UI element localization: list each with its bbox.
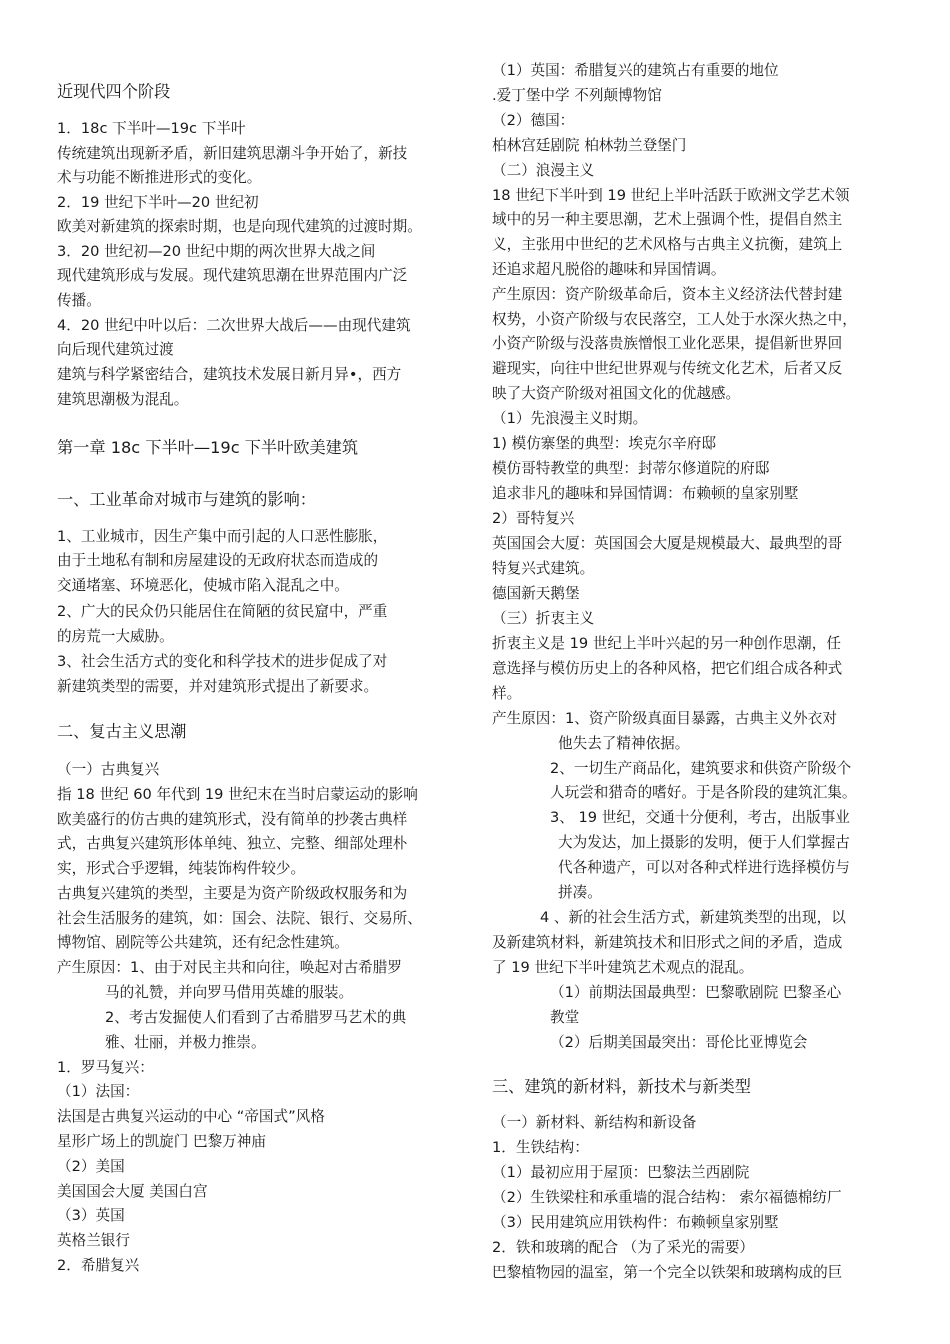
left-column-line: 近现代四个阶段: [57, 82, 171, 101]
left-column-line: 4．20 世纪中叶以后：二次世界大战后——由现代建筑: [57, 317, 411, 334]
right-column-line: 产生原因：资产阶级革命后，资本主义经济法代替封建: [492, 286, 843, 303]
right-column-line: （2）德国：: [492, 112, 575, 129]
left-column-line: 第一章 18c 下半叶—19c 下半叶欧美建筑: [57, 438, 359, 457]
left-column-line: 传播。: [57, 292, 101, 309]
right-column-line: 映了大资产阶级对祖国文化的优越感。: [492, 385, 741, 402]
right-column-line: （2）后期美国最突出：哥伦比亚博览会: [550, 1034, 808, 1051]
left-column-line: 实，形式合乎逻辑，纯装饰构件较少。: [57, 860, 306, 877]
left-column-line: 欧美盛行的仿古典的建筑形式，没有简单的抄袭古典样: [57, 811, 408, 828]
left-column-line: 2．19 世纪下半叶—20 世纪初: [57, 194, 259, 211]
left-column-line: 二、复古主义思潮: [57, 722, 187, 741]
right-column-line: 大为发达，加上摄影的发明，便于人们掌握古: [558, 834, 850, 851]
right-column-line: （一）新材料、新结构和新设备: [492, 1114, 697, 1131]
right-column-line: 及新建筑材料，新建筑技术和旧形式之间的矛盾，造成: [492, 934, 843, 951]
right-column-line: 2）哥特复兴: [492, 510, 575, 527]
left-column-line: 英格兰银行: [57, 1232, 130, 1249]
left-column-line: 博物馆、剧院等公共建筑，还有纪念性建筑。: [57, 934, 349, 951]
right-column-line: 18 世纪下半叶到 19 世纪上半叶活跃于欧洲文学艺术领: [492, 187, 850, 204]
left-column-line: 2．希腊复兴: [57, 1257, 140, 1274]
left-column-line: 1、工业城市，因生产集中而引起的人口恶性膨胀，: [57, 528, 388, 545]
right-column-line: 拼凑。: [558, 884, 602, 901]
left-column-line: 式，古典复兴建筑形体单纯、独立、完整、细部处理朴: [57, 835, 408, 852]
right-column-line: 模仿哥特教堂的典型：封蒂尔修道院的府邸: [492, 460, 770, 477]
left-column-line: 交通堵塞、环境恶化，使城市陷入混乱之中。: [57, 577, 349, 594]
right-column-line: 1) 模仿寨堡的典型：埃克尔辛府邸: [492, 435, 716, 452]
right-column-line: （1）先浪漫主义时期。: [492, 410, 648, 427]
left-column-line: （3）英国: [57, 1207, 125, 1224]
left-column-line: 产生原因：1、由于对民主共和向往，唤起对古希腊罗: [57, 959, 402, 976]
right-column-line: 德国新天鹅堡: [492, 585, 580, 602]
left-column-line: 现代建筑形成与发展。现代建筑思潮在世界范围内广泛: [57, 267, 408, 284]
right-column-line: （3）民用建筑应用铁构件：布赖顿皇家别墅: [492, 1214, 779, 1231]
right-column-line: 2．铁和玻璃的配合 （为了采光的需要）: [492, 1239, 755, 1256]
left-column-line: 马的礼赞，并向罗马借用英雄的服装。: [105, 984, 354, 1001]
left-column-line: 新建筑类型的需要，并对建筑形式提出了新要求。: [57, 678, 379, 695]
left-column-line: 2、广大的民众仍只能居住在简陋的贫民窟中，严重: [57, 603, 388, 620]
right-column-line: （1）英国：希腊复兴的建筑占有重要的地位: [492, 62, 779, 79]
right-column-line: 样。: [492, 685, 522, 702]
right-column-line: 了 19 世纪下半叶建筑艺术观点的混乱。: [492, 959, 754, 976]
left-column-line: 术与功能不断推进形式的变化。: [57, 169, 262, 186]
right-column-line: 柏林宫廷剧院 柏林勃兰登堡门: [492, 137, 687, 154]
left-column-line: 一、工业革命对城市与建筑的影响：: [57, 490, 316, 509]
right-column-line: 避现实，向往中世纪世界观与传统文化艺术，后者又反: [492, 360, 843, 377]
left-column-line: 1．18c 下半叶—19c 下半叶: [57, 120, 246, 137]
right-column-line: （2）生铁梁柱和承重墙的混合结构： 索尔福德棉纺厂: [492, 1189, 842, 1206]
left-column-line: （2）美国: [57, 1158, 125, 1175]
left-column-line: 古典复兴建筑的类型，主要是为资产阶级政权服务和为: [57, 885, 408, 902]
right-column-line: 权势，小资产阶级与农民落空，工人处于水深火热之中，: [492, 311, 857, 328]
left-column-line: 1．罗马复兴：: [57, 1059, 154, 1076]
right-column-line: 追求非凡的趣味和异国情调：布赖顿的皇家别墅: [492, 485, 799, 502]
left-column-line: 建筑与科学紧密结合，建筑技术发展日新月异•，西方: [57, 366, 402, 383]
right-column-line: 4 、新的社会生活方式，新建筑类型的出现，以: [540, 909, 846, 926]
right-column-line: （1）前期法国最典型：巴黎歌剧院 巴黎圣心: [550, 984, 842, 1001]
right-column-line: 代各种遗产，可以对各种式样进行选择模仿与: [558, 859, 850, 876]
right-column-line: 小资产阶级与没落贵族憎恨工业化恶果，提倡新世界回: [492, 335, 843, 352]
left-column-line: （一）古典复兴: [57, 761, 160, 778]
right-column-line: 折衷主义是 19 世纪上半叶兴起的另一种创作思潮，任: [492, 635, 841, 652]
left-column-line: 建筑思潮极为混乱。: [57, 391, 189, 408]
left-column-line: 星形广场上的凯旋门 巴黎万神庙: [57, 1133, 266, 1150]
right-column-line: 域中的另一种主要思潮，艺术上强调个性，提倡自然主: [492, 211, 843, 228]
left-column-line: 由于土地私有制和房屋建设的无政府状态而造成的: [57, 552, 379, 569]
left-column-line: 2、考古发掘使人们看到了古希腊罗马艺术的典: [105, 1009, 407, 1026]
left-column-line: 传统建筑出现新矛盾，新旧建筑思潮斗争开始了，新技: [57, 145, 408, 162]
left-column-line: 3．20 世纪初—20 世纪中期的两次世界大战之间: [57, 243, 376, 260]
left-column-line: 指 18 世纪 60 年代到 19 世纪末在当时启蒙运动的影响: [57, 786, 418, 803]
right-column-line: 三、建筑的新材料，新技术与新类型: [492, 1077, 751, 1096]
left-column-line: 3、社会生活方式的变化和科学技术的进步促成了对: [57, 653, 388, 670]
right-column-line: 义，主张用中世纪的艺术风格与古典主义抗衡，建筑上: [492, 236, 843, 253]
right-column-line: 产生原因：1、资产阶级真面目暴露，古典主义外衣对: [492, 710, 837, 727]
right-column-line: 英国国会大厦：英国国会大厦是规模最大、最典型的哥: [492, 535, 843, 552]
left-column-line: 法国是古典复兴运动的中心 “帝国式”风格: [57, 1108, 325, 1125]
left-column-line: 向后现代建筑过渡: [57, 341, 174, 358]
right-column-line: 1．生铁结构：: [492, 1139, 589, 1156]
right-column-line: 教堂: [550, 1009, 580, 1026]
right-column-line: 他失去了精神依据。: [558, 735, 690, 752]
left-column-line: 的房荒一大威胁。: [57, 628, 174, 645]
right-column-line: 特复兴式建筑。: [492, 560, 595, 577]
right-column-line: （1）最初应用于屋顶：巴黎法兰西剧院: [492, 1164, 750, 1181]
left-column-line: 雅、壮丽，并极力推崇。: [105, 1034, 266, 1051]
left-column-line: 社会生活服务的建筑，如：国会、法院、银行、交易所、: [57, 910, 422, 927]
left-column-line: 欧美对新建筑的探索时期，也是向现代建筑的过渡时期。: [57, 218, 422, 235]
right-column-line: 人玩尝和猎奇的嗜好。于是各阶段的建筑汇集。: [550, 784, 857, 801]
right-column-line: 3、 19 世纪，交通十分便利，考古，出版事业: [550, 809, 850, 826]
right-column-line: 2、一切生产商品化，建筑要求和供资产阶级个: [550, 760, 852, 777]
right-column-line: 巴黎植物园的温室，第一个完全以铁架和玻璃构成的巨: [492, 1264, 843, 1281]
right-column-line: .爱丁堡中学 不列颠博物馆: [492, 87, 662, 104]
left-column-line: 美国国会大厦 美国白宫: [57, 1183, 208, 1200]
right-column-line: （三）折衷主义: [492, 610, 595, 627]
right-column-line: 意选择与模仿历史上的各种风格，把它们组合成各种式: [492, 660, 843, 677]
right-column-line: 还追求超凡脱俗的趣味和异国情调。: [492, 261, 726, 278]
left-column-line: （1）法国：: [57, 1083, 140, 1100]
right-column-line: （二）浪漫主义: [492, 162, 595, 179]
